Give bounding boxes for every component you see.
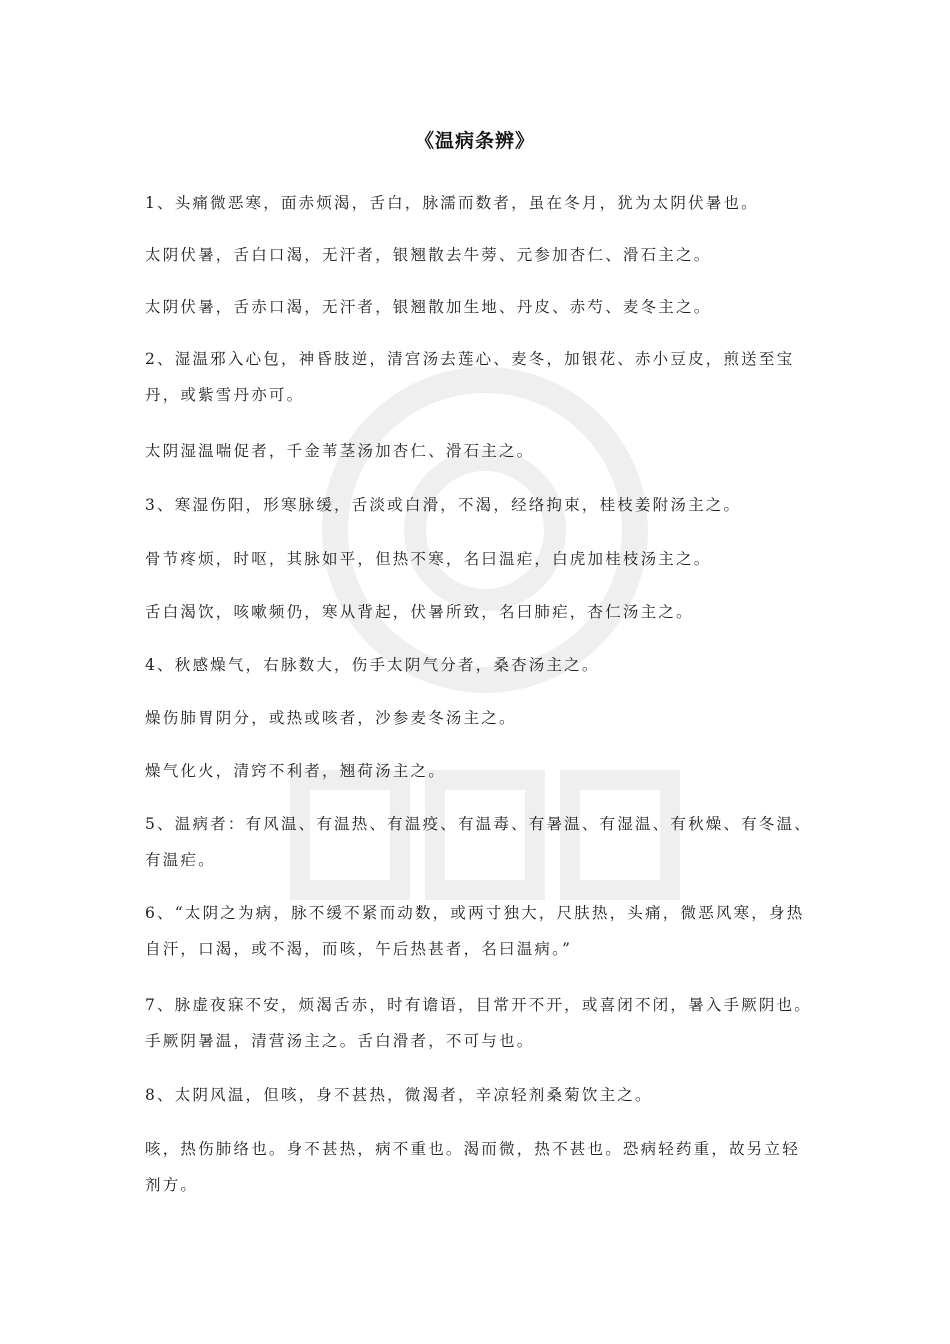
paragraph-5: 太阴湿温喘促者，千金苇茎汤加杏仁、滑石主之。 bbox=[145, 442, 535, 460]
paragraph-10: 燥伤肺胃阴分，或热或咳者，沙参麦冬汤主之。 bbox=[145, 709, 517, 727]
paragraph-7: 骨节疼烦，时呕，其脉如平，但热不寒，名曰温疟，白虎加桂枝汤主之。 bbox=[145, 550, 712, 568]
paragraph-9: 4、秋感燥气，右脉数大，伤手太阴气分者，桑杏汤主之。 bbox=[145, 656, 600, 674]
paragraph-12: 5、温病者：有风温、有温热、有温疫、有温毒、有暑温、有湿温、有秋燥、有冬温、有温疟。 bbox=[145, 815, 812, 869]
paragraph-8: 舌白渴饮，咳嗽频仍，寒从背起，伏暑所致，名曰肺疟，杏仁汤主之。 bbox=[145, 603, 694, 621]
paragraph-14: 7、脉虚夜寐不安，烦渴舌赤，时有谵语，目常开不开，或喜闭不闭，暑入手厥阴也。手厥阴暑温，清营汤主之。舌白滑者，不可与也。 bbox=[145, 996, 812, 1050]
paragraph-2: 太阴伏暑，舌白口渴，无汗者，银翘散去牛蒡、元参加杏仁、滑石主之。 bbox=[145, 246, 712, 264]
document-title: 《温病条辨》 bbox=[414, 130, 535, 152]
paragraph-16: 咳，热伤肺络也。身不甚热，病不重也。渴而微，热不甚也。恐病轻药重，故另立轻剂方。 bbox=[145, 1140, 800, 1194]
paragraph-4: 2、湿温邪入心包，神昏肢逆，清宫汤去莲心、麦冬，加银花、赤小豆皮，煎送至宝丹，或紫雪丹亦可。 bbox=[145, 350, 795, 404]
paragraph-11: 燥气化火，清窍不利者，翘荷汤主之。 bbox=[145, 762, 446, 780]
paragraph-15: 8、太阴风温，但咳，身不甚热，微渴者，辛凉轻剂桑菊饮主之。 bbox=[145, 1086, 653, 1104]
paragraph-13: 6、“太阴之为病，脉不缓不紧而动数，或两寸独大，尺肤热，头痛，微恶风寒，身热自汗，口渴，或不渴，而咳，午后热甚者，名曰温病。” bbox=[145, 904, 805, 958]
paragraph-6: 3、寒湿伤阳，形寒脉缓，舌淡或白滑，不渴，经络拘束，桂枝姜附汤主之。 bbox=[145, 496, 742, 514]
paragraph-1: 1、头痛微恶寒，面赤烦渴，舌白，脉濡而数者，虽在冬月，犹为太阴伏暑也。 bbox=[145, 194, 759, 212]
paragraph-3: 太阴伏暑，舌赤口渴，无汗者，银翘散加生地、丹皮、赤芍、麦冬主之。 bbox=[145, 298, 712, 316]
